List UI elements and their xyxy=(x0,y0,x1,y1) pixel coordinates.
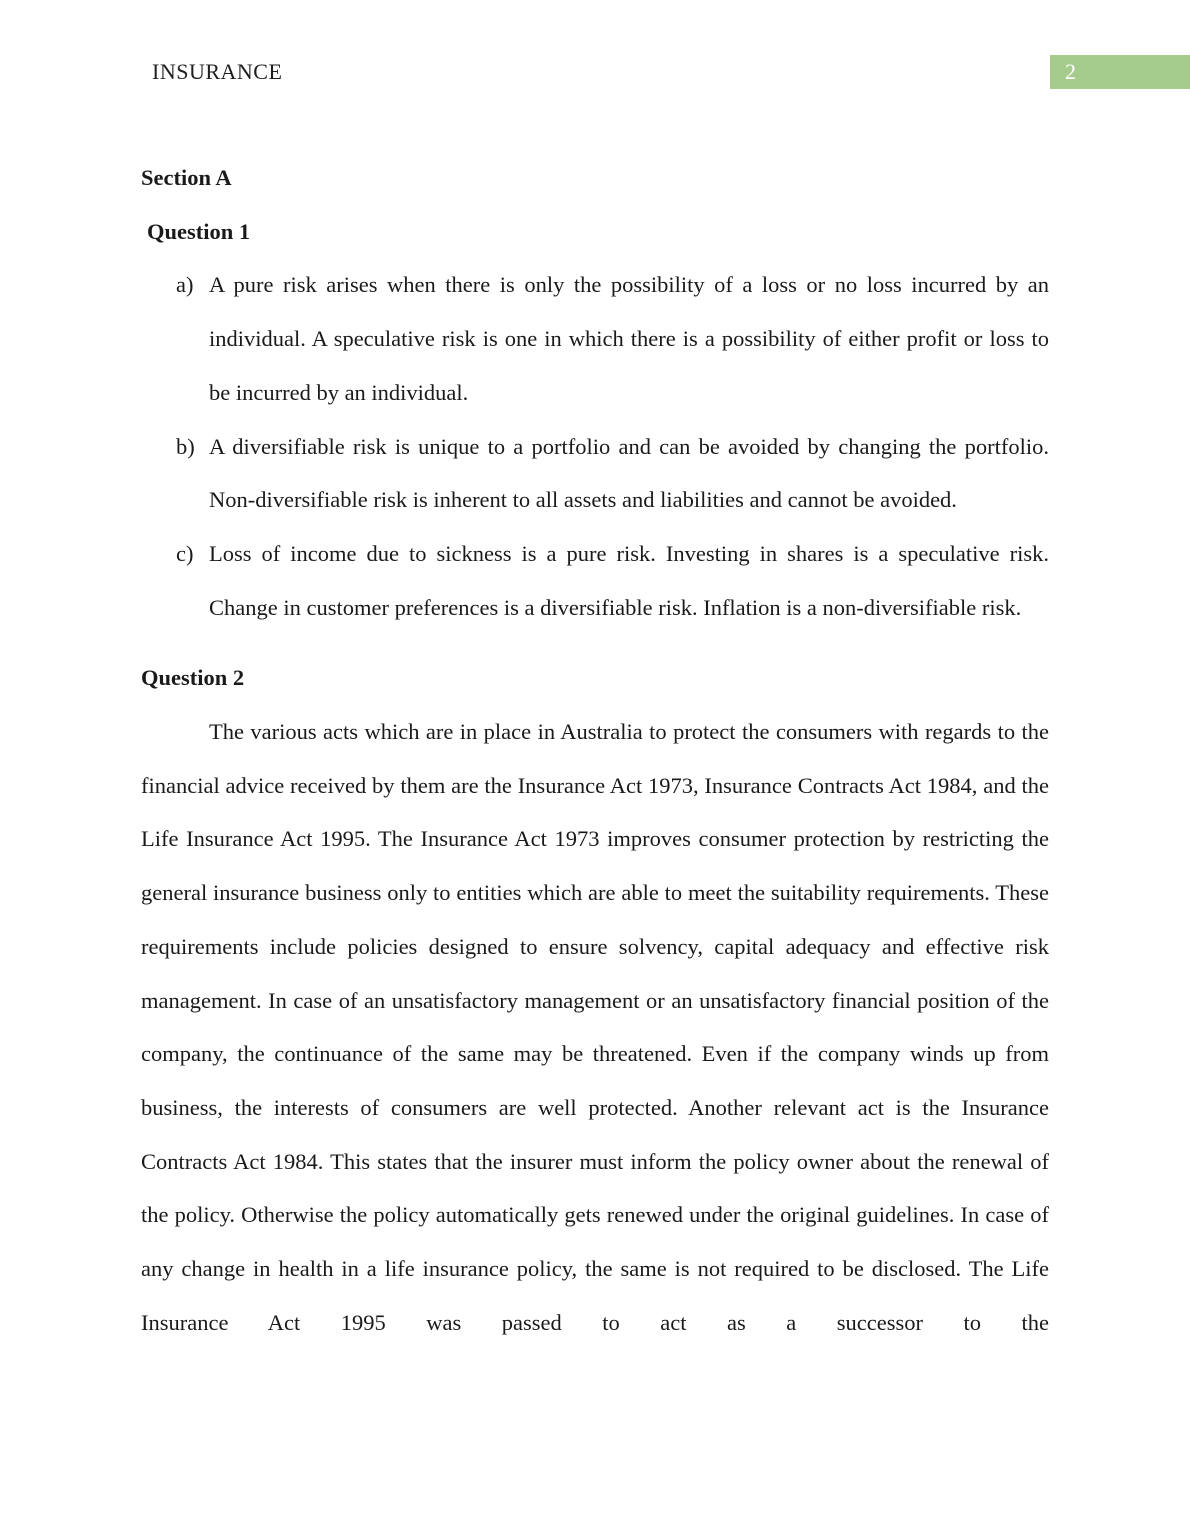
running-header-title: INSURANCE xyxy=(152,59,283,84)
list-item-a-text: A pure risk arises when there is only the possibility of a loss or no loss incurred by an individual. A speculative risk is one in which there is a possibility of either profit or loss to be incurred by an individual. xyxy=(209,272,1049,405)
list-marker-c: c) xyxy=(176,540,194,566)
document-body xyxy=(141,151,1049,1349)
question-2-paragraph: The various acts which are in place in Australia to protect the consumers with regards to the financial advice received by them are the Insurance Act 1973, Insurance Contracts Act 1984, and the Life Insurance Act 1995. The Insurance Act 1973 improves consumer protection by restricting the general insurance business only to entities which are able to meet the suitability requirements. These requirements include policies designed to ensure solvency, capital adequacy and effective risk management. In case of an unsatisfactory management or an unsatisfactory financial position of the company, the continuance of the same may be threatened. Even if the company winds up from business, the interests of consumers are well protected. Another relevant act is the Insurance Contracts Act 1984. This states that the insurer must inform the policy owner about the renewal of the policy. Otherwise the policy automatically gets renewed under the original guidelines. In case of any change in health in a life insurance policy, the same is not required to be disclosed. The Life Insurance Act 1995 was passed to act as a successor to the xyxy=(141,719,1049,1335)
question-1-answer-list xyxy=(141,258,1049,634)
list-marker-a: a) xyxy=(176,272,194,298)
page-number-badge xyxy=(1050,55,1190,89)
list-item-b xyxy=(176,420,1049,527)
page-number: 2 xyxy=(1065,59,1076,84)
question-1-heading: Question 1 xyxy=(147,218,251,244)
list-item-a xyxy=(176,258,1049,419)
list-item-b-text: A diversifiable risk is unique to a portfolio and can be avoided by changing the portfolio. Non-diversifiable risk is inherent to all assets and liabilities and cannot be avoided. xyxy=(209,433,1049,513)
list-item-c-text: Loss of income due to sickness is a pure risk. Investing in shares is a speculative risk. Change in customer preferences is a diversifiable risk. Inflation is a non-diversifiable risk. xyxy=(209,540,1049,620)
page-header xyxy=(0,55,1190,89)
section-heading: Section A xyxy=(141,165,232,190)
list-item-c xyxy=(176,527,1049,634)
list-marker-b: b) xyxy=(176,433,195,459)
question-2-heading: Question 2 xyxy=(141,665,245,691)
